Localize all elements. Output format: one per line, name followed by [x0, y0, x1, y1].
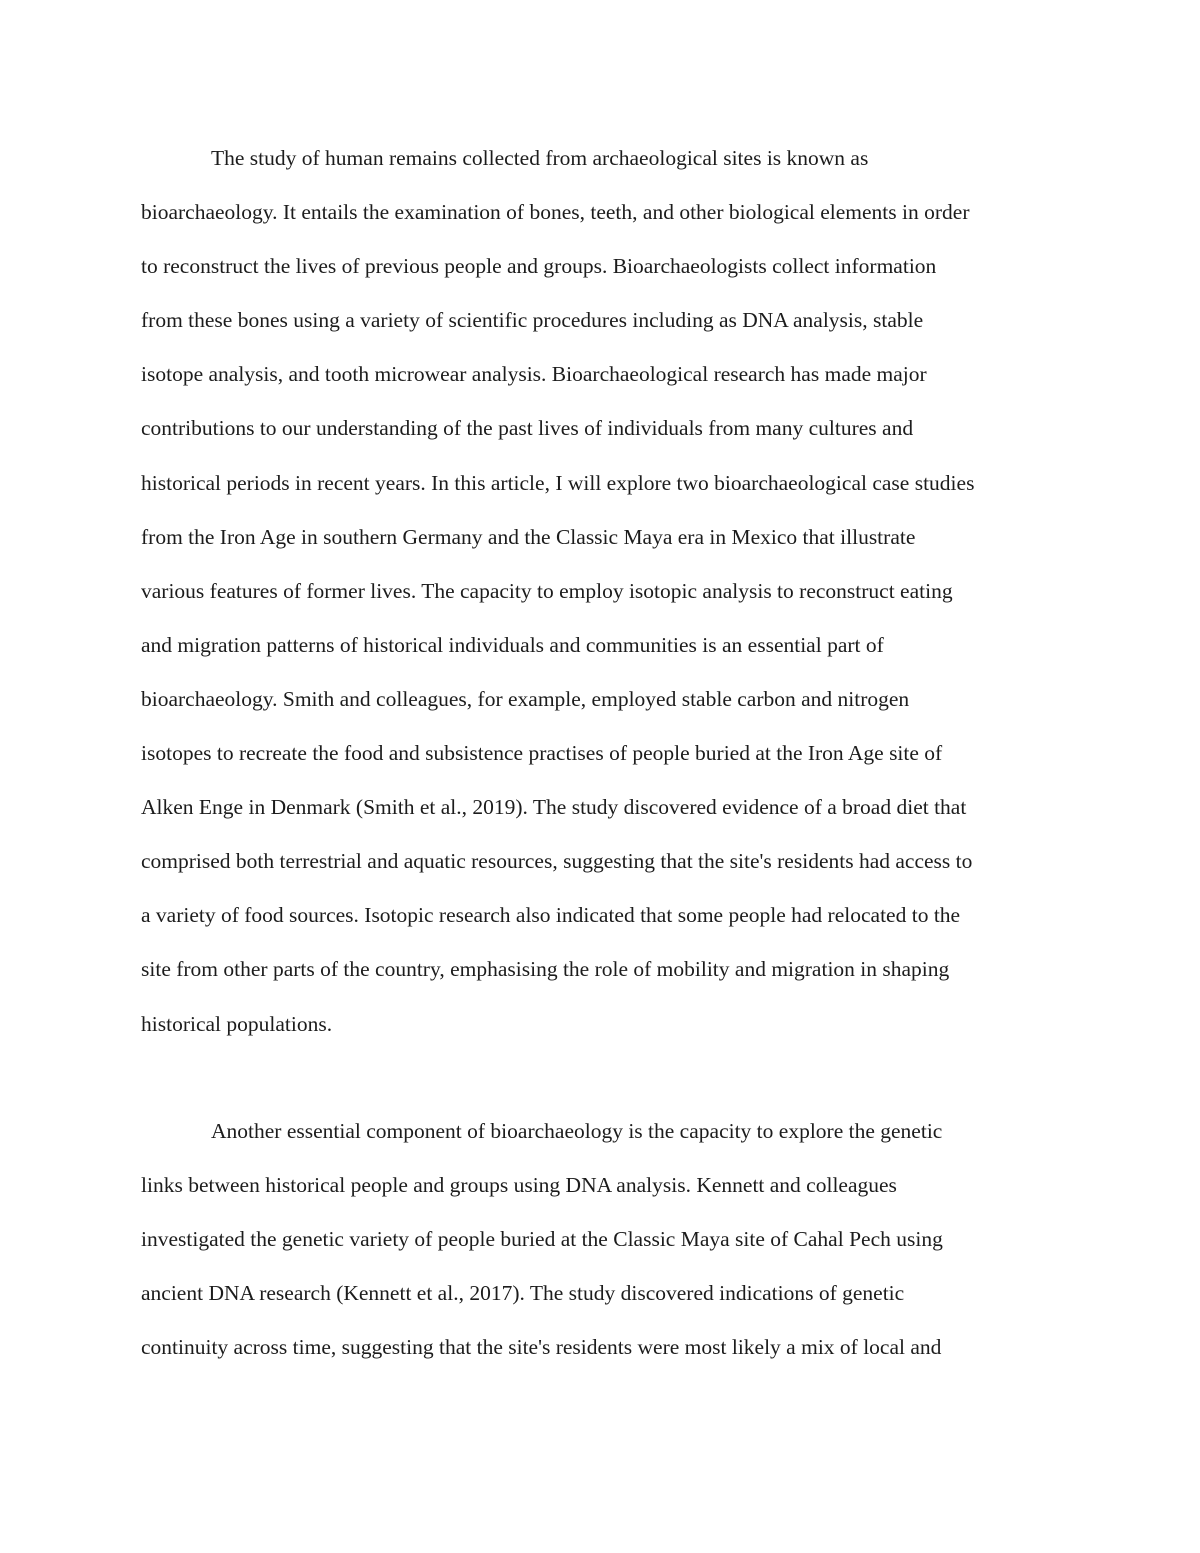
- text-line: ancient DNA research (Kennett et al., 2017). The study discovered indications of genetic: [141, 1281, 905, 1306]
- text-line: Alken Enge in Denmark (Smith et al., 2019). The study discovered evidence of a broad diet that: [141, 795, 967, 820]
- text-line: investigated the genetic variety of people buried at the Classic Maya site of Cahal Pech using: [141, 1227, 943, 1252]
- text-line: a variety of food sources. Isotopic research also indicated that some people had relocated to the: [141, 903, 961, 928]
- text-line: comprised both terrestrial and aquatic resources, suggesting that the site's residents had access to: [141, 849, 973, 874]
- text-line: various features of former lives. The capacity to employ isotopic analysis to reconstruct eating: [141, 578, 953, 603]
- text-line: isotopes to recreate the food and subsistence practises of people buried at the Iron Age site of: [141, 741, 943, 766]
- paragraph-bioarchaeology-intro: [141, 140, 1071, 1060]
- text-line: from these bones using a variety of scientific procedures including as DNA analysis, stable: [141, 308, 924, 333]
- text-line: The study of human remains collected from archaeological sites is known as: [211, 146, 869, 170]
- text-line: historical populations.: [141, 1011, 333, 1036]
- text-line: continuity across time, suggesting that the site's residents were most likely a mix of local and: [141, 1335, 942, 1360]
- text-line: historical periods in recent years. In this article, I will explore two bioarchaeological case studies: [141, 470, 975, 495]
- text-line: site from other parts of the country, emphasising the role of mobility and migration in shaping: [141, 957, 950, 982]
- text-line: isotope analysis, and tooth microwear analysis. Bioarchaeological research has made major: [141, 362, 927, 387]
- text-line: links between historical people and groups using DNA analysis. Kennett and colleagues: [141, 1173, 897, 1198]
- text-line: and migration patterns of historical individuals and communities is an essential part of: [141, 632, 884, 657]
- text-line: bioarchaeology. It entails the examination of bones, teeth, and other biological elements in order: [141, 200, 970, 225]
- paragraph-dna-analysis: [141, 1113, 1071, 1383]
- text-line: Another essential component of bioarchaeology is the capacity to explore the genetic: [211, 1119, 943, 1143]
- text-line: from the Iron Age in southern Germany and the Classic Maya era in Mexico that illustrate: [141, 524, 916, 549]
- text-line: bioarchaeology. Smith and colleagues, for example, employed stable carbon and nitrogen: [141, 686, 910, 711]
- text-line: contributions to our understanding of the past lives of individuals from many cultures and: [141, 416, 914, 441]
- text-line: to reconstruct the lives of previous people and groups. Bioarchaeologists collect information: [141, 254, 937, 279]
